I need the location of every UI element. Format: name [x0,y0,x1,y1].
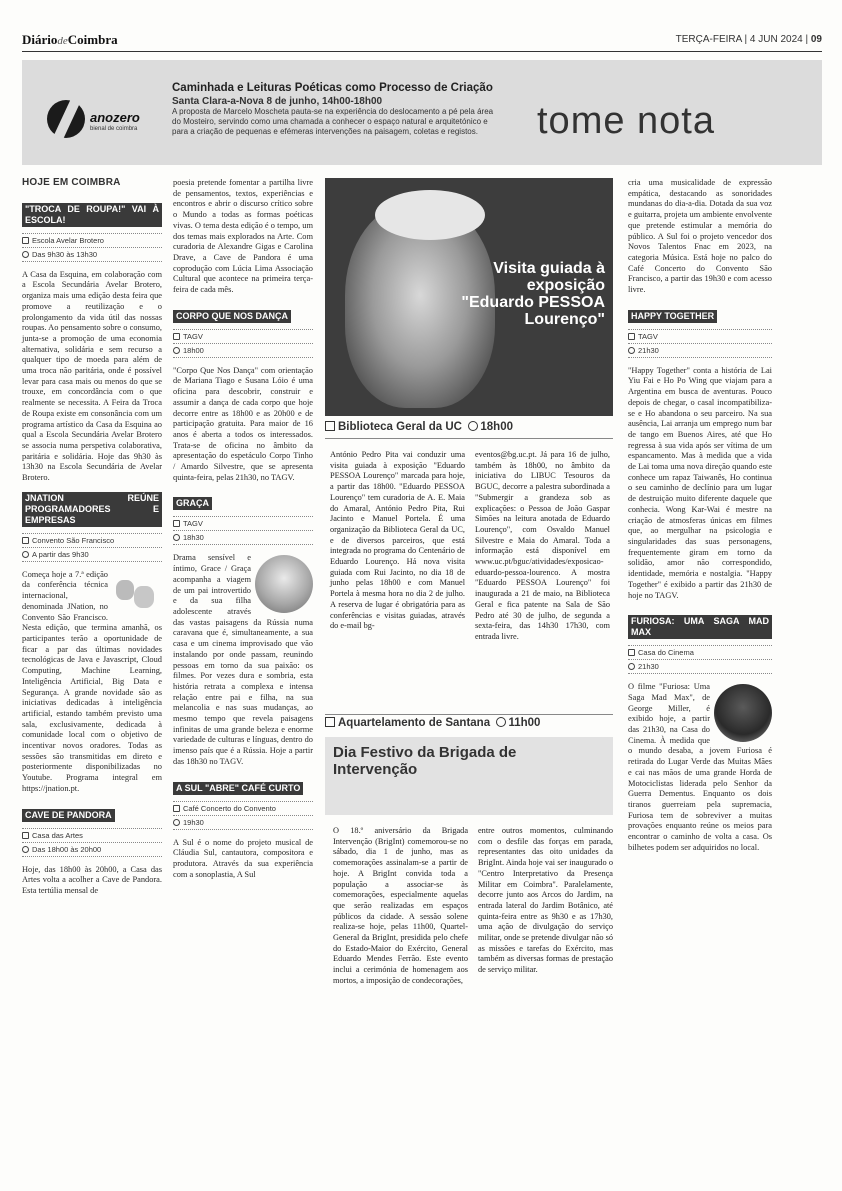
clock-icon [22,551,29,558]
event2-col-b: entre outros momentos, culminando com o desfile das forças em parada, representantes das oito unidades da BrigInt. Ainda hoje vai ser inaugurado o "Centro Interpretativo da Presença Militar em Coimbra". Paralelamente, decorre junto aos Arcos do Jardim, na entrada lateral do Jardim Botânico, até quinta-feira entre as 9h30 e as 17h30, uma ação de divulgação do serviço militar, onde se pretende divulgar não só as missões e tarefas do Exército, mas também as diversas formas de prestação de serviço militar. [478,826,613,975]
event-meta [22,533,162,562]
column-1 [22,178,162,903]
event-text: "Corpo Que Nos Dança" com orientação de Mariana Tiago e Susana Lóio é uma oficina para descobrir, construir e assumir a dança de cada corpo que hoje decorre entre as 18h00 e as 20h00 e de participação gratuita. Para maior de 16 anos é aberta a todos os interessados. Trata-se de oficina no âmbito da apresentação do espetáculo Corpo Tinho / Amardo Silvestre, que se apresenta quinta-feira, pelas 21h30, no TAGV. [173,365,313,482]
event-meta [173,329,313,358]
feature-photo [325,178,613,416]
event-time: 18h30 [173,530,313,545]
event-place: TAGV [628,329,772,343]
page-number: 09 [810,34,822,45]
event-place: TAGV [173,329,313,343]
clock-icon [173,347,180,354]
house-icon [22,537,29,544]
house-icon [22,832,29,839]
event-place: Café Concerto do Convento [173,801,313,815]
portrait-hair [375,190,485,240]
event2-time: 11h00 [508,717,541,729]
event2-col-a: O 18.º aniversário da Brigada Intervenção (BrigInt) comemorou-se no sábado, dia 1 de junho, mas as comemorações assinalam-se a partir de hoje. A BrigInt convida toda a população a associar-se às comemorações, especialmente aquelas que serão realizadas em espaços públicos da cidade. A sessão solene realiza-se hoje, pelas 11h00, Quartel-General da BrigInt, presidida pelo chefe do Estado-Maior do Exército, General Eduardo Mendes Ferrão. Este evento inclui a cerimónia de homenagem aos mortos, a imposição de condecorações, [333,826,468,985]
continued-text: cria uma musicalidade de expressão empática, destacando as sonoridades mundanas do dia-a-dia. Dotada da sua voz e guitarra, projeta um ambiente envolvente que pretende estimular a memória do público. A Sul foi o projeto vencedor dos Novos Talentos Fnac em 2023, na categoria Música. Está hoje no palco do Café Concerto do Convento São Francisco, a partir das 19h30 e com acesso livre. [628,178,772,295]
feature-col-b: eventos@bg.uc.pt. Já para 16 de julho, também às 18h00, no âmbito da iniciativa do LIBUC Tesouros da BGUC, decorre a palestra subordinada a "Submergir a grandeza sob as explicações: o Pessoa de João Gaspar Simões na leitura anotada de Eduardo Lourenço", com Osvaldo Manuel Silvestre e Maia do Amaral. Toda a informação está disponível em www.uc.pt/bguc/atividades/exposicao-eduardo-pessoa-lourenco. A mostra "Eduardo PESSOA Lourenço" foi inaugurada a 21 de maio, na Biblioteca Geral e fica patente na Sala de São Pedro até 30 de julho, de segunda a sexta-feira, das 14h30 17h30, com entrada livre. [475,450,610,641]
event-label-cave-pandora: CAVE DE PANDORA [22,809,115,822]
house-icon [173,333,180,340]
event-text: A Sul é o nome do projeto musical de Cláudia Sul, cantautora, compositora e produtora. Através da sua experiência com a sonoplastia, A Sul [173,837,313,879]
event-time: Das 9h30 às 13h30 [22,247,162,262]
event-place: Casa das Artes [22,828,162,842]
event-text: O filme "Furiosa: Uma Saga Mad Max", de George Miller, é exibido hoje, a partir das 21h30, na Casa do Cinema. À medida que o mundo desaba, a jovem Furiosa é retirada do Lugar Verde das Muitas Mães e cai nas mãos de uma grande Horda de Motociclistas liderada pelo Senhor da Guerra Dementus. Enquanto os dois tiranos guerreiam pela supremacia, Furiosa tem de sobreviver a muitas provações enquanto reúne os meios para encontrar o caminho de volta a casa. Os bilhetes podem ser adquiridos no local. [628,682,772,852]
house-icon [325,717,335,727]
clock-icon [628,347,635,354]
banner-text: A proposta de Marcelo Moscheta pauta-se na experiência do deslocamento a pé pela área do Mosteiro, servindo como uma chamada a conhecer o espaço natural e arquitetónico e para a criação de pequenas e efémeras intervenções na paisagem, coletas e registos. [172,107,494,136]
event-time: Das 18h00 às 20h00 [22,842,162,857]
event-meta [628,329,772,358]
anozero-brand: anozero [90,110,140,125]
house-icon [173,520,180,527]
clock-icon [22,251,29,258]
house-icon [628,649,635,656]
event2-title: Dia Festivo da Brigada de Intervenção [333,744,517,778]
banner-meta: Santa Clara-a-Nova 8 de junho, 14h00-18h00 [172,96,383,107]
event-time: 21h30 [628,343,772,358]
event-label-furiosa: FURIOSA: UMA SAGA MAD MAX [628,615,772,639]
newspaper-logo: DiáriodeCoimbra [22,32,118,47]
section-heading: HOJE EM COIMBRA [22,177,121,188]
feature-time: 18h00 [480,421,513,433]
masthead [22,30,822,52]
event2-location: Aquartelamento de Santana 11h00 [325,714,613,732]
feature-body [330,450,610,643]
house-icon [22,237,29,244]
clock-icon [22,846,29,853]
event-text: "Happy Together" conta a história de Lai Yiu Fai e Ho Po Wing que viajam para a Argentina em busca de aventuras. Pouco depois de chegar, o casal incompatibiliza-se e Ho abandona o seu parceiro. Na sua ausência, Lai arranja um emprego num bar de tango em Buenos Aires, até que Ho regressa à sua vida após ser vítima de um espancamento. Mas à medida que a vida de Lai toma uma nova direção quando este conhece um rapaz Taiwanês, Ho continua o seu caminho de declínio para um lugar de destruição muito diferente daquele que conhecia. Wong Kar-Wai é mestre na criação de atmosferas únicas em filmes que, ao mergulhar na psicologia e singularidades das suas personagens, frequentemente giram em torno da solidão, amor não correspondido, identidade, memória e nostalgia. "Happy Together" é exibido a partir das 21h30 de hoje no TAGV. [628,365,772,600]
event-meta [173,516,313,545]
clock-icon [468,421,478,431]
feature-title: Visita guiada à exposição "Eduardo PESSOA Lourenço" [461,260,605,328]
event-place: Casa do Cinema [628,645,772,659]
clock-icon [173,534,180,541]
column-5 [628,178,772,859]
clock-icon [628,663,635,670]
event-text: A Casa da Esquina, em colaboração com a Escola Secundária Avelar Brotero, organiza mais uma edição desta feira que promove a reutilização e o prolongamento da vida útil das nossas roupas. Ao pensamento sobre o consumo, junta-se a promoção de uma economia alternativa, solidária e sem recurso a qualquer tipo de moeda para além de uma troca não paritária, onde é possível levar para casa mais ou menos do que se trouxe, em concordância com o que realmente se necessita. A Feira da Troca de Roupa existe em consonância com um programa artístico da Casa da Esquina ao qual a Escola Secundária Avelar Brotero se associa numa perspetiva colaborativa, paritária e solidária. Hoje das 9h30 às 13h30 na Escola Secundária de Avelar Brotero. [22,269,162,483]
event-meta [22,233,162,262]
event-time: A partir das 9h30 [22,547,162,562]
anozero-subtitle: bienal de coimbra [90,126,138,132]
event2-body [333,826,613,987]
event-time: 21h30 [628,659,772,674]
event-label-graca: GRAÇA [173,497,212,510]
event-label-corpo: CORPO QUE NOS DANÇA [173,310,291,323]
event-place: Convento São Francisco [22,533,162,547]
event-meta [22,828,162,857]
event-place: Escola Avelar Brotero [22,233,162,247]
event-place: TAGV [173,516,313,530]
event-text: Hoje, das 18h00 às 20h00, a Casa das Artes volta a acolher a Cave de Pandora. Esta tertúlia mensal de [22,864,162,895]
house-icon [628,333,635,340]
issue-date: TERÇA-FEIRA | 4 JUN 2024 | 09 [675,34,822,45]
event-label-troca-roupa: "TROCA DE ROUPA!" VAI À ESCOLA! [22,203,162,227]
event-meta [628,645,772,674]
event-label-happy-together: HAPPY TOGETHER [628,310,717,323]
jnation-logo-icon [112,572,162,620]
feature-location: Biblioteca Geral da UC 18h00 [325,421,613,439]
event-meta [173,801,313,830]
house-icon [325,421,335,431]
feature-col-a: António Pedro Pita vai conduzir uma visita guiada à exposição "Eduardo PESSOA Lourenço" marcada para hoje, a partir das 18h00. "Eduardo PESSOA Lourenço" tem curadoria de A. E. Maia do Amaral, António Pedro Pita, Rui Jacinto e Manuel Portela. É uma organização da Biblioteca Geral da UC, e de diversos parceiros, que está integrada no programa do Centenário de Eduardo Lourenço. Há nova visita guiada com Rui Jacinto, no dia 18 de junho pelas 18h00 e com Manuel Portela à mesma hora no dia 2 de julho. A reserva de lugar é obrigatória para as conferências e visitas guiadas, através do e-mail bg- [330,450,465,631]
event-label-jnation: JNATION REÚNE PROGRAMADORES E EMPRESAS [22,492,162,527]
event-time: 19h30 [173,815,313,830]
section-title: tome nota [537,100,715,142]
furiosa-film-photo [714,684,772,742]
clock-icon [173,819,180,826]
event-text: Drama sensível e íntimo, Grace / Graça acompanha a viagem de um pai introvertido e da sua filha adolescente através das vastas paisagens da Rússia numa caravana que é, simultaneamente, a sua casa e um cinema improvisado que vão instalando por onde passam, reunindo pessoas em torno da sua paixão: os filmes. Por vezes dura e sombria, esta história retrata a complexa e intensa relação entre pai e filha, na sua melancolia e nas suas mudanças, ao mesmo tempo que revela paisagens infinitas de uma grande beleza e enorme variedade de culturas e línguas, dentro do imenso país que é a Rússia. Hoje a partir das 18h30 no TAGV. [173,553,313,766]
event-label-a-sul: A SUL "ABRE" CAFÉ CURTO [173,782,303,795]
event-text: Começa hoje a 7.ª edição da conferência técnica internacional, denominada JNation, no Convento São Francisco. Nesta edição, que termina amanhã, os participantes terão a oportunidade de ficar a par das últimas novidades tecnológicas de Java e Javascript, Cloud Computing, Machine Learning, Inteligência Artificial, Big Data e Segurança. A grande novidade são as iniciativas dedicadas à inteligência artificial, estando também previsto uma sala, exclusivamente, dedicada à comunidade local com o objetivo de incentivar novos oradores. Todas as sessões são transmitidas em direto e posteriormente disponibilizadas no Youtube. Programa integral em https://jnation.pt. [22,569,162,793]
house-icon [173,805,180,812]
top-banner [22,60,822,165]
continued-text: poesia pretende fomentar a partilha livre de pensamentos, textos, experiências e encontros e abrir o discurso crítico sobre o Mundo a todas as formas poéticas vivas. O tema desta edição é o tempo, um dos temas mais explorados na Arte. Com curadoria de Alexandre Gigas e Carolina Drave, a Cave de Pandora é uma coprodução com Lúcia Lima Associação Cultural que acontece na primeira terça-feira de cada mês. [173,178,313,295]
event-time: 18h00 [173,343,313,358]
column-2 [173,178,313,886]
banner-title: Caminhada e Leituras Poéticas como Processo de Criação [172,82,493,94]
clock-icon [496,717,506,727]
